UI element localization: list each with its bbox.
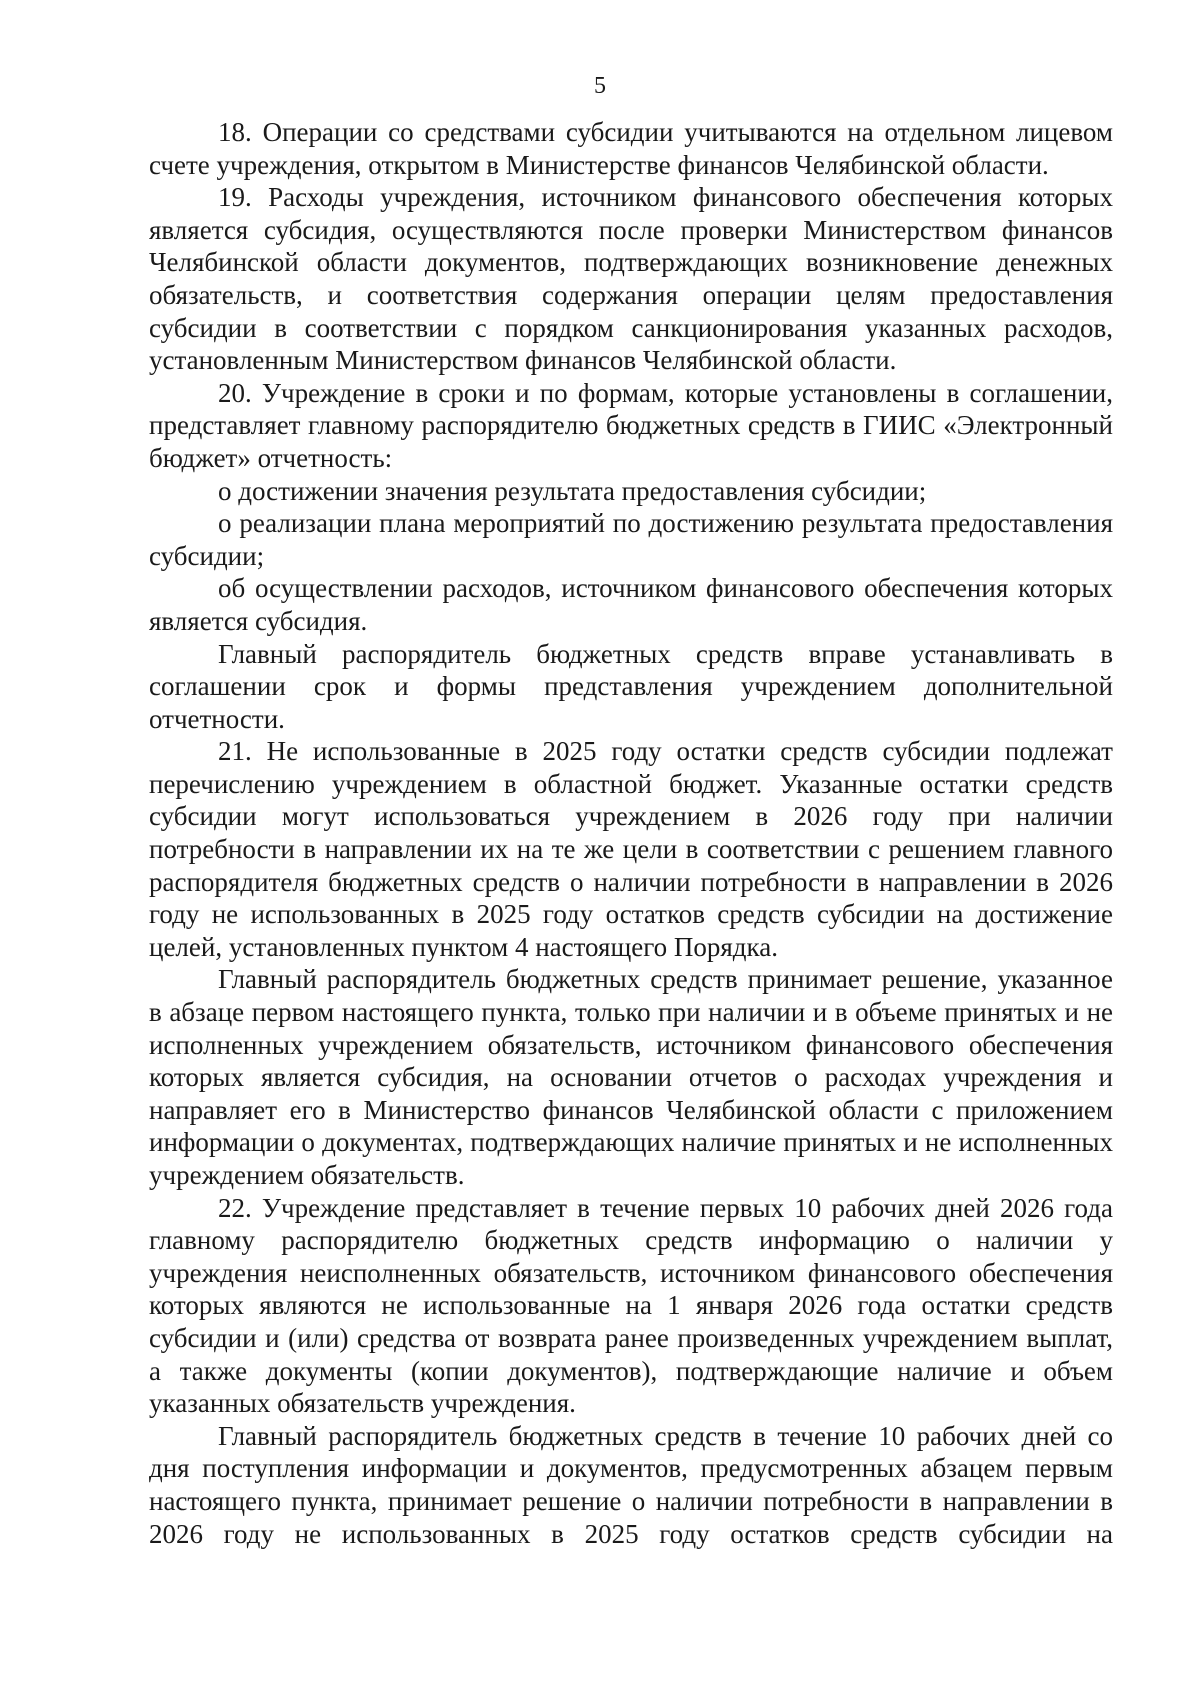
document-body xyxy=(149,116,1113,1550)
paragraph-20-additional: Главный распорядитель бюджетных средств вправе устанавливать в соглашении срок и формы представления учреждением дополнительной отчетности. xyxy=(149,638,1113,734)
paragraph-18: 18. Операции со средствами субсидии учитываются на отдельном лицевом счете учреждения, открытом в Министерстве финансов Челябинской области. xyxy=(149,117,1113,180)
page-number: 5 xyxy=(594,73,606,99)
paragraph-20-item-2: о реализации плана мероприятий по достижению результата предоставления субсидии; xyxy=(149,508,1113,571)
paragraph-19: 19. Расходы учреждения, источником финансового обеспечения которых является субсидия, осуществляются после проверки Министерством финансов Челябинской области документов, подтверждающих возникновение денежных обязательств, и соответствия содержания операции целям предоставления субсидии в соответствии с порядком санкционирования указанных расходов, установленным Министерством финансов Челябинской области. xyxy=(149,182,1113,376)
paragraph-21-decision: Главный распорядитель бюджетных средств принимает решение, указанное в абзаце первом настоящего пункта, только при наличии и в объеме принятых и не исполненных учреждением обязательств, источником финансового обеспечения которых является субсидия, на основании отчетов о расходах учреждения и направляет его в Министерство финансов Челябинской области с приложением информации о документах, подтверждающих наличие принятых и не исполненных учреждением обязательств. xyxy=(149,964,1113,1190)
paragraph-20: 20. Учреждение в сроки и по формам, которые установлены в соглашении, представляет главному распорядителю бюджетных средств в ГИИС «Электронный бюджет» отчетность: xyxy=(149,377,1113,473)
paragraph-20-item-3: об осуществлении расходов, источником финансового обеспечения которых является субсидия. xyxy=(149,573,1113,636)
paragraph-20-item-1: о достижении значения результата предоставления субсидии; xyxy=(218,475,927,506)
paragraph-22: 22. Учреждение представляет в течение первых 10 рабочих дней 2026 года главному распорядителю бюджетных средств информацию о наличии у учреждения неисполненных обязательств, источником финансового обеспечения которых являются не использованные на 1 января 2026 года остатки средств субсидии и (или) средства от возврата ранее произведенных учреждением выплат, а также документы (копии документов), подтверждающие наличие и объем указанных обязательств учреждения. xyxy=(149,1192,1113,1419)
paragraph-22-decision: Главный распорядитель бюджетных средств в течение 10 рабочих дней со дня поступления информации и документов, предусмотренных абзацем первым настоящего пункта, принимает решение о наличии потребности в направлении в 2026 году не использованных в 2025 году остатков средств субсидии на xyxy=(149,1420,1113,1549)
paragraph-21: 21. Не использованные в 2025 году остатки средств субсидии подлежат перечислению учреждением в областной бюджет. Указанные остатки средств субсидии могут использоваться учреждением в 2026 году при наличии потребности в направлении их на те же цели в соответствии с решением главного распорядителя бюджетных средств о наличии потребности в направлении в 2026 году не использованных в 2025 году остатков средств субсидии на достижение целей, установленных пунктом 4 настоящего Порядка. xyxy=(149,736,1113,962)
